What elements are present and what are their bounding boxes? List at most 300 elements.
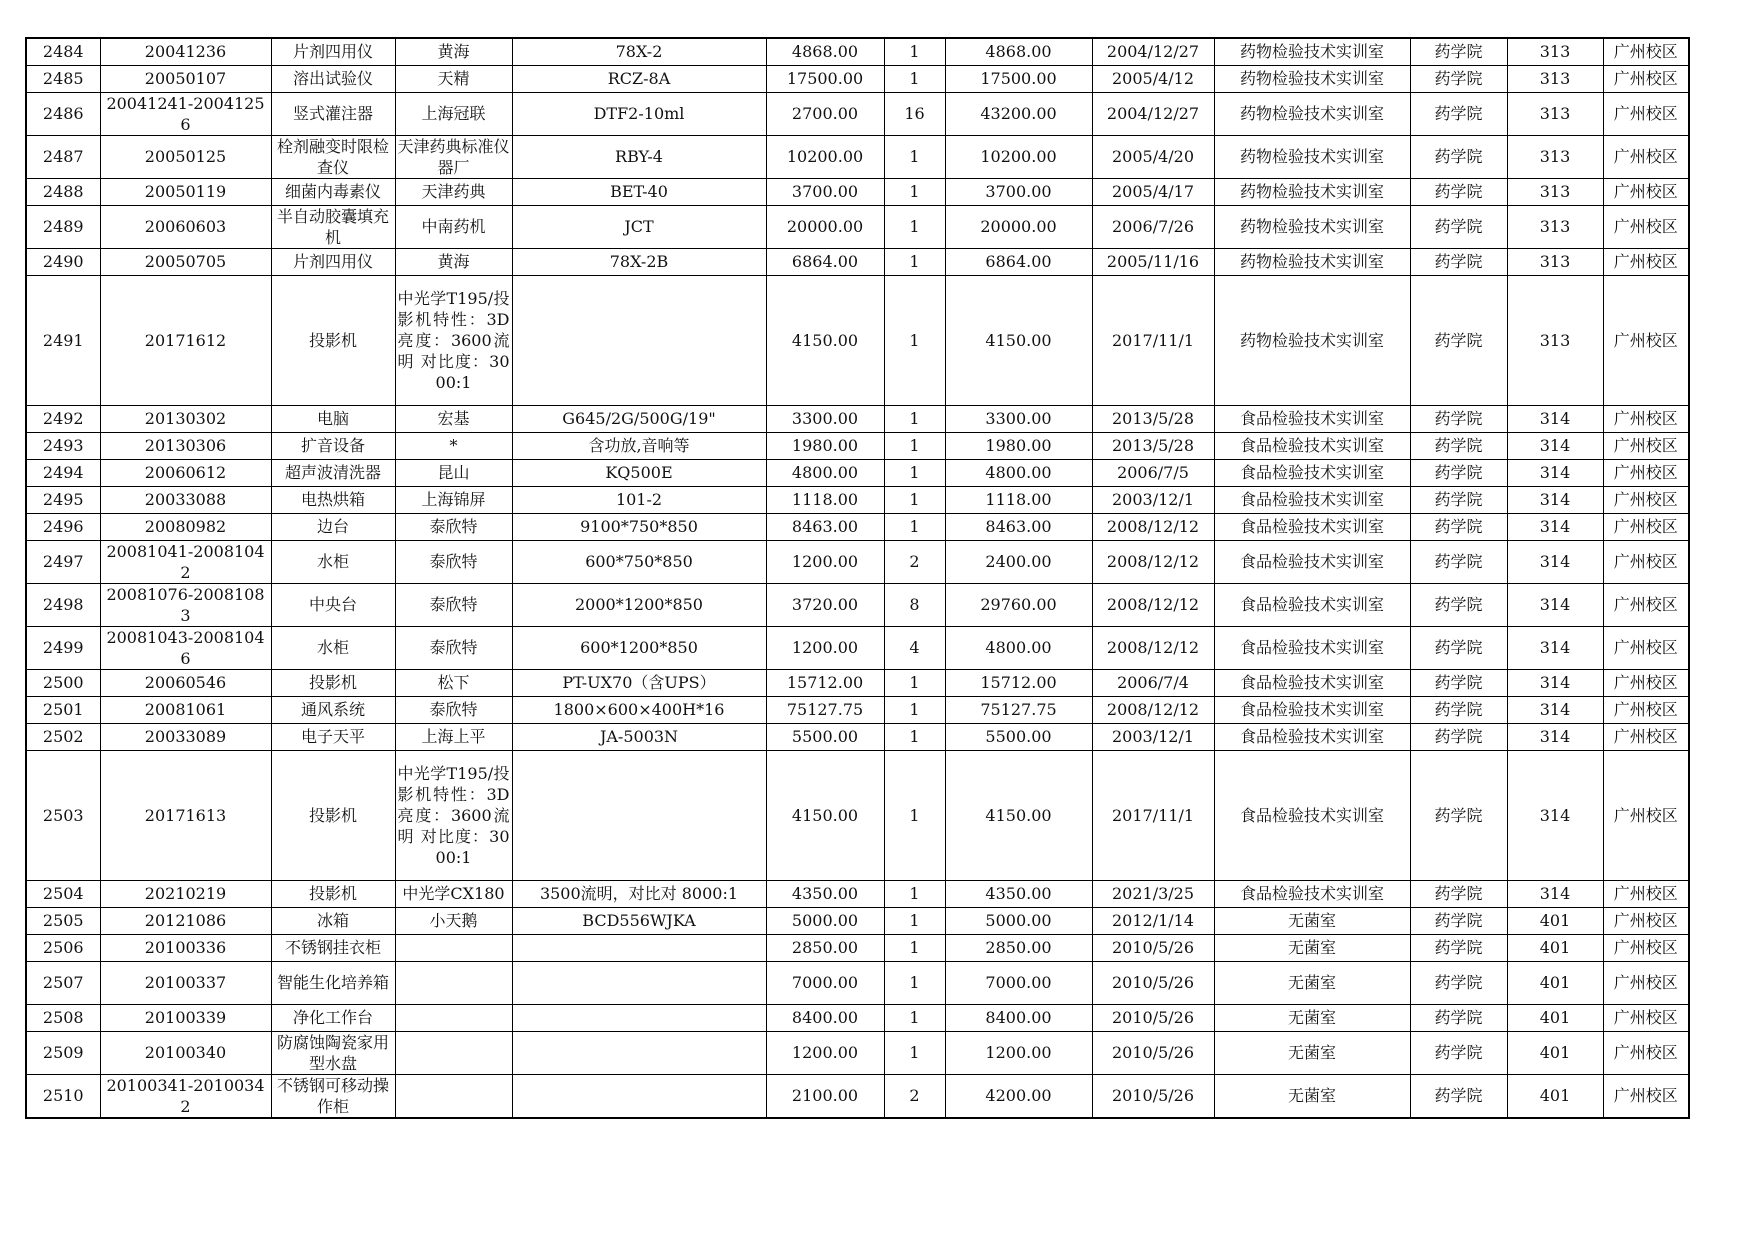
purchase-date-cell: 2013/5/28 (1092, 405, 1214, 432)
department-cell: 药学院 (1410, 669, 1507, 696)
purchase-date-cell: 2008/12/12 (1092, 696, 1214, 723)
asset-id-cell: 20171612 (100, 275, 271, 405)
asset-id-cell: 20100336 (100, 934, 271, 961)
campus-cell: 广州校区 (1603, 486, 1689, 513)
total-price-cell: 17500.00 (945, 65, 1092, 92)
campus-cell: 广州校区 (1603, 907, 1689, 934)
row-number-cell: 2495 (26, 486, 100, 513)
table-row (26, 432, 1689, 459)
department-cell: 药学院 (1410, 626, 1507, 669)
unit-price-cell: 5500.00 (766, 723, 884, 750)
lab-room-cell: 无菌室 (1214, 1031, 1410, 1074)
equipment-name-cell: 通风系统 (271, 696, 395, 723)
room-number-cell: 314 (1507, 723, 1603, 750)
quantity-cell: 1 (884, 248, 945, 275)
equipment-name-cell: 溶出试验仪 (271, 65, 395, 92)
brand-cell: 泰欣特 (395, 540, 512, 583)
purchase-date-cell: 2003/12/1 (1092, 723, 1214, 750)
purchase-date-cell: 2006/7/4 (1092, 669, 1214, 696)
total-price-cell: 2850.00 (945, 934, 1092, 961)
lab-room-cell: 药物检验技术实训室 (1214, 275, 1410, 405)
table-row (26, 486, 1689, 513)
campus-cell: 广州校区 (1603, 696, 1689, 723)
quantity-cell: 1 (884, 513, 945, 540)
lab-room-cell: 食品检验技术实训室 (1214, 669, 1410, 696)
brand-cell: 泰欣特 (395, 696, 512, 723)
model-spec-cell: 78X-2B (512, 248, 766, 275)
brand-cell (395, 1004, 512, 1031)
department-cell: 药学院 (1410, 459, 1507, 486)
purchase-date-cell: 2004/12/27 (1092, 92, 1214, 135)
equipment-name-cell: 片剂四用仪 (271, 38, 395, 65)
total-price-cell: 8463.00 (945, 513, 1092, 540)
unit-price-cell: 8463.00 (766, 513, 884, 540)
table-row (26, 696, 1689, 723)
unit-price-cell: 7000.00 (766, 961, 884, 1004)
asset-id-cell: 20100339 (100, 1004, 271, 1031)
total-price-cell: 4150.00 (945, 750, 1092, 880)
asset-id-cell: 20050125 (100, 135, 271, 178)
model-spec-cell: PT-UX70（含UPS） (512, 669, 766, 696)
room-number-cell: 401 (1507, 1074, 1603, 1118)
table-row (26, 65, 1689, 92)
row-number-cell: 2488 (26, 178, 100, 205)
asset-id-cell: 20130302 (100, 405, 271, 432)
quantity-cell: 1 (884, 432, 945, 459)
unit-price-cell: 1200.00 (766, 626, 884, 669)
lab-room-cell: 无菌室 (1214, 1004, 1410, 1031)
lab-room-cell: 药物检验技术实训室 (1214, 38, 1410, 65)
lab-room-cell: 食品检验技术实训室 (1214, 583, 1410, 626)
campus-cell: 广州校区 (1603, 1031, 1689, 1074)
room-number-cell: 314 (1507, 880, 1603, 907)
department-cell: 药学院 (1410, 750, 1507, 880)
unit-price-cell: 3300.00 (766, 405, 884, 432)
row-number-cell: 2497 (26, 540, 100, 583)
table-row (26, 540, 1689, 583)
equipment-name-cell: 水柜 (271, 540, 395, 583)
table-row (26, 880, 1689, 907)
campus-cell: 广州校区 (1603, 961, 1689, 1004)
department-cell: 药学院 (1410, 486, 1507, 513)
lab-room-cell: 无菌室 (1214, 907, 1410, 934)
unit-price-cell: 1200.00 (766, 1031, 884, 1074)
room-number-cell: 313 (1507, 205, 1603, 248)
model-spec-cell: DTF2-10ml (512, 92, 766, 135)
model-spec-cell (512, 1031, 766, 1074)
row-number-cell: 2485 (26, 65, 100, 92)
row-number-cell: 2484 (26, 38, 100, 65)
unit-price-cell: 17500.00 (766, 65, 884, 92)
brand-cell: 黄海 (395, 38, 512, 65)
quantity-cell: 1 (884, 669, 945, 696)
brand-cell (395, 961, 512, 1004)
equipment-name-cell: 冰箱 (271, 907, 395, 934)
unit-price-cell: 75127.75 (766, 696, 884, 723)
asset-id-cell: 20060603 (100, 205, 271, 248)
quantity-cell: 1 (884, 178, 945, 205)
campus-cell: 广州校区 (1603, 934, 1689, 961)
model-spec-cell: 600*1200*850 (512, 626, 766, 669)
lab-room-cell: 食品检验技术实训室 (1214, 626, 1410, 669)
total-price-cell: 43200.00 (945, 92, 1092, 135)
model-spec-cell: 600*750*850 (512, 540, 766, 583)
equipment-name-cell: 细菌内毒素仪 (271, 178, 395, 205)
model-spec-cell (512, 1004, 766, 1031)
asset-id-cell: 20100340 (100, 1031, 271, 1074)
purchase-date-cell: 2010/5/26 (1092, 934, 1214, 961)
table-row (26, 92, 1689, 135)
quantity-cell: 8 (884, 583, 945, 626)
quantity-cell: 2 (884, 1074, 945, 1118)
table-row (26, 934, 1689, 961)
equipment-name-cell: 净化工作台 (271, 1004, 395, 1031)
row-number-cell: 2486 (26, 92, 100, 135)
equipment-name-cell: 电脑 (271, 405, 395, 432)
model-spec-cell: RCZ-8A (512, 65, 766, 92)
total-price-cell: 29760.00 (945, 583, 1092, 626)
campus-cell: 广州校区 (1603, 750, 1689, 880)
table-row (26, 513, 1689, 540)
unit-price-cell: 10200.00 (766, 135, 884, 178)
row-number-cell: 2510 (26, 1074, 100, 1118)
room-number-cell: 313 (1507, 275, 1603, 405)
asset-id-cell: 20171613 (100, 750, 271, 880)
total-price-cell: 2400.00 (945, 540, 1092, 583)
quantity-cell: 16 (884, 92, 945, 135)
table-row (26, 669, 1689, 696)
purchase-date-cell: 2003/12/1 (1092, 486, 1214, 513)
campus-cell: 广州校区 (1603, 626, 1689, 669)
purchase-date-cell: 2006/7/26 (1092, 205, 1214, 248)
unit-price-cell: 4150.00 (766, 750, 884, 880)
department-cell: 药学院 (1410, 248, 1507, 275)
brand-cell: 上海上平 (395, 723, 512, 750)
department-cell: 药学院 (1410, 38, 1507, 65)
row-number-cell: 2498 (26, 583, 100, 626)
row-number-cell: 2496 (26, 513, 100, 540)
table-row (26, 723, 1689, 750)
purchase-date-cell: 2021/3/25 (1092, 880, 1214, 907)
model-spec-cell: KQ500E (512, 459, 766, 486)
department-cell: 药学院 (1410, 1031, 1507, 1074)
model-spec-cell: 9100*750*850 (512, 513, 766, 540)
row-number-cell: 2509 (26, 1031, 100, 1074)
quantity-cell: 2 (884, 540, 945, 583)
quantity-cell: 1 (884, 486, 945, 513)
unit-price-cell: 1118.00 (766, 486, 884, 513)
department-cell: 药学院 (1410, 205, 1507, 248)
model-spec-cell (512, 934, 766, 961)
total-price-cell: 8400.00 (945, 1004, 1092, 1031)
table-row (26, 961, 1689, 1004)
row-number-cell: 2499 (26, 626, 100, 669)
campus-cell: 广州校区 (1603, 432, 1689, 459)
asset-id-cell: 20081061 (100, 696, 271, 723)
unit-price-cell: 2850.00 (766, 934, 884, 961)
purchase-date-cell: 2017/11/1 (1092, 275, 1214, 405)
department-cell: 药学院 (1410, 961, 1507, 1004)
table-row (26, 38, 1689, 65)
lab-room-cell: 食品检验技术实训室 (1214, 540, 1410, 583)
brand-cell: 中南药机 (395, 205, 512, 248)
campus-cell: 广州校区 (1603, 1074, 1689, 1118)
lab-room-cell: 无菌室 (1214, 1074, 1410, 1118)
row-number-cell: 2503 (26, 750, 100, 880)
quantity-cell: 1 (884, 459, 945, 486)
model-spec-cell: 78X-2 (512, 38, 766, 65)
equipment-name-cell: 投影机 (271, 669, 395, 696)
brand-cell: 上海锦屏 (395, 486, 512, 513)
row-number-cell: 2489 (26, 205, 100, 248)
total-price-cell: 1980.00 (945, 432, 1092, 459)
room-number-cell: 401 (1507, 1031, 1603, 1074)
table-row (26, 405, 1689, 432)
equipment-name-cell: 水柜 (271, 626, 395, 669)
equipment-name-cell: 电热烘箱 (271, 486, 395, 513)
table-row (26, 1031, 1689, 1074)
room-number-cell: 314 (1507, 486, 1603, 513)
brand-cell: 天津药典 (395, 178, 512, 205)
purchase-date-cell: 2012/1/14 (1092, 907, 1214, 934)
asset-id-cell: 20121086 (100, 907, 271, 934)
asset-id-cell: 20080982 (100, 513, 271, 540)
equipment-name-cell: 片剂四用仪 (271, 248, 395, 275)
asset-id-cell: 20100341-20100342 (100, 1074, 271, 1118)
total-price-cell: 5500.00 (945, 723, 1092, 750)
equipment-name-cell: 不锈钢挂衣柜 (271, 934, 395, 961)
department-cell: 药学院 (1410, 880, 1507, 907)
equipment-name-cell: 扩音设备 (271, 432, 395, 459)
brand-cell: 上海冠联 (395, 92, 512, 135)
unit-price-cell: 2700.00 (766, 92, 884, 135)
asset-id-cell: 20041236 (100, 38, 271, 65)
brand-cell: 松下 (395, 669, 512, 696)
unit-price-cell: 6864.00 (766, 248, 884, 275)
department-cell: 药学院 (1410, 934, 1507, 961)
asset-id-cell: 20100337 (100, 961, 271, 1004)
model-spec-cell: 含功放,音响等 (512, 432, 766, 459)
total-price-cell: 4868.00 (945, 38, 1092, 65)
unit-price-cell: 1980.00 (766, 432, 884, 459)
lab-room-cell: 食品检验技术实训室 (1214, 696, 1410, 723)
model-spec-cell: BET-40 (512, 178, 766, 205)
quantity-cell: 1 (884, 205, 945, 248)
brand-cell (395, 934, 512, 961)
unit-price-cell: 1200.00 (766, 540, 884, 583)
row-number-cell: 2502 (26, 723, 100, 750)
equipment-name-cell: 投影机 (271, 275, 395, 405)
campus-cell: 广州校区 (1603, 723, 1689, 750)
room-number-cell: 313 (1507, 65, 1603, 92)
room-number-cell: 314 (1507, 669, 1603, 696)
brand-cell: 天精 (395, 65, 512, 92)
campus-cell: 广州校区 (1603, 248, 1689, 275)
purchase-date-cell: 2017/11/1 (1092, 750, 1214, 880)
total-price-cell: 4800.00 (945, 459, 1092, 486)
unit-price-cell: 4800.00 (766, 459, 884, 486)
lab-room-cell: 药物检验技术实训室 (1214, 178, 1410, 205)
asset-id-cell: 20033088 (100, 486, 271, 513)
equipment-name-cell: 中央台 (271, 583, 395, 626)
model-spec-cell: RBY-4 (512, 135, 766, 178)
total-price-cell: 15712.00 (945, 669, 1092, 696)
quantity-cell: 1 (884, 696, 945, 723)
unit-price-cell: 8400.00 (766, 1004, 884, 1031)
row-number-cell: 2494 (26, 459, 100, 486)
campus-cell: 广州校区 (1603, 1004, 1689, 1031)
room-number-cell: 314 (1507, 583, 1603, 626)
lab-room-cell: 食品检验技术实训室 (1214, 459, 1410, 486)
unit-price-cell: 4868.00 (766, 38, 884, 65)
lab-room-cell: 食品检验技术实训室 (1214, 405, 1410, 432)
lab-room-cell: 药物检验技术实训室 (1214, 92, 1410, 135)
lab-room-cell: 药物检验技术实训室 (1214, 135, 1410, 178)
campus-cell: 广州校区 (1603, 405, 1689, 432)
campus-cell: 广州校区 (1603, 135, 1689, 178)
model-spec-cell: 3500流明，对比对 8000:1 (512, 880, 766, 907)
model-spec-cell: JCT (512, 205, 766, 248)
unit-price-cell: 3700.00 (766, 178, 884, 205)
room-number-cell: 313 (1507, 92, 1603, 135)
department-cell: 药学院 (1410, 275, 1507, 405)
row-number-cell: 2507 (26, 961, 100, 1004)
room-number-cell: 314 (1507, 513, 1603, 540)
room-number-cell: 401 (1507, 934, 1603, 961)
unit-price-cell: 4350.00 (766, 880, 884, 907)
row-number-cell: 2491 (26, 275, 100, 405)
department-cell: 药学院 (1410, 65, 1507, 92)
model-spec-cell: 101-2 (512, 486, 766, 513)
table-row (26, 1074, 1689, 1118)
brand-cell: 昆山 (395, 459, 512, 486)
table-row (26, 583, 1689, 626)
total-price-cell: 1118.00 (945, 486, 1092, 513)
brand-cell: 宏基 (395, 405, 512, 432)
equipment-name-cell: 投影机 (271, 880, 395, 907)
brand-cell (395, 1031, 512, 1074)
equipment-name-cell: 电子天平 (271, 723, 395, 750)
room-number-cell: 314 (1507, 750, 1603, 880)
quantity-cell: 1 (884, 38, 945, 65)
brand-cell: 中光学T195/投影机特性：3D 亮度：3600流明 对比度：3000:1 (395, 750, 512, 880)
brand-cell: 小天鹅 (395, 907, 512, 934)
equipment-table (25, 37, 1690, 1119)
department-cell: 药学院 (1410, 907, 1507, 934)
brand-cell: 黄海 (395, 248, 512, 275)
department-cell: 药学院 (1410, 696, 1507, 723)
room-number-cell: 314 (1507, 405, 1603, 432)
table-row (26, 626, 1689, 669)
campus-cell: 广州校区 (1603, 513, 1689, 540)
campus-cell: 广州校区 (1603, 880, 1689, 907)
table-row (26, 205, 1689, 248)
table-row (26, 135, 1689, 178)
row-number-cell: 2487 (26, 135, 100, 178)
asset-id-cell: 20210219 (100, 880, 271, 907)
purchase-date-cell: 2005/4/20 (1092, 135, 1214, 178)
equipment-name-cell: 栓剂融变时限检查仪 (271, 135, 395, 178)
model-spec-cell: 2000*1200*850 (512, 583, 766, 626)
lab-room-cell: 食品检验技术实训室 (1214, 486, 1410, 513)
room-number-cell: 313 (1507, 248, 1603, 275)
model-spec-cell (512, 275, 766, 405)
row-number-cell: 2492 (26, 405, 100, 432)
purchase-date-cell: 2005/11/16 (1092, 248, 1214, 275)
department-cell: 药学院 (1410, 405, 1507, 432)
total-price-cell: 1200.00 (945, 1031, 1092, 1074)
brand-cell: 中光学T195/投影机特性：3D 亮度：3600流明 对比度：3000:1 (395, 275, 512, 405)
model-spec-cell: JA-5003N (512, 723, 766, 750)
total-price-cell: 75127.75 (945, 696, 1092, 723)
campus-cell: 广州校区 (1603, 65, 1689, 92)
unit-price-cell: 2100.00 (766, 1074, 884, 1118)
purchase-date-cell: 2010/5/26 (1092, 1074, 1214, 1118)
quantity-cell: 1 (884, 275, 945, 405)
asset-id-cell: 20081041-20081042 (100, 540, 271, 583)
purchase-date-cell: 2005/4/12 (1092, 65, 1214, 92)
campus-cell: 广州校区 (1603, 205, 1689, 248)
room-number-cell: 314 (1507, 459, 1603, 486)
total-price-cell: 20000.00 (945, 205, 1092, 248)
total-price-cell: 4150.00 (945, 275, 1092, 405)
quantity-cell: 1 (884, 1031, 945, 1074)
department-cell: 药学院 (1410, 135, 1507, 178)
row-number-cell: 2506 (26, 934, 100, 961)
lab-room-cell: 药物检验技术实训室 (1214, 205, 1410, 248)
equipment-name-cell: 投影机 (271, 750, 395, 880)
unit-price-cell: 5000.00 (766, 907, 884, 934)
quantity-cell: 1 (884, 934, 945, 961)
lab-room-cell: 无菌室 (1214, 934, 1410, 961)
total-price-cell: 4800.00 (945, 626, 1092, 669)
department-cell: 药学院 (1410, 178, 1507, 205)
asset-id-cell: 20081043-20081046 (100, 626, 271, 669)
quantity-cell: 1 (884, 723, 945, 750)
quantity-cell: 1 (884, 135, 945, 178)
brand-cell: 泰欣特 (395, 583, 512, 626)
purchase-date-cell: 2008/12/12 (1092, 540, 1214, 583)
purchase-date-cell: 2010/5/26 (1092, 961, 1214, 1004)
lab-room-cell: 食品检验技术实训室 (1214, 750, 1410, 880)
lab-room-cell: 食品检验技术实训室 (1214, 723, 1410, 750)
table-row (26, 750, 1689, 880)
model-spec-cell (512, 961, 766, 1004)
department-cell: 药学院 (1410, 540, 1507, 583)
purchase-date-cell: 2008/12/12 (1092, 513, 1214, 540)
row-number-cell: 2508 (26, 1004, 100, 1031)
table-body (26, 38, 1689, 1118)
department-cell: 药学院 (1410, 432, 1507, 459)
total-price-cell: 4200.00 (945, 1074, 1092, 1118)
equipment-name-cell: 不锈钢可移动操作柜 (271, 1074, 395, 1118)
room-number-cell: 313 (1507, 178, 1603, 205)
model-spec-cell: BCD556WJKA (512, 907, 766, 934)
lab-room-cell: 食品检验技术实训室 (1214, 432, 1410, 459)
department-cell: 药学院 (1410, 513, 1507, 540)
model-spec-cell (512, 1074, 766, 1118)
total-price-cell: 10200.00 (945, 135, 1092, 178)
equipment-name-cell: 半自动胶囊填充机 (271, 205, 395, 248)
purchase-date-cell: 2004/12/27 (1092, 38, 1214, 65)
asset-id-cell: 20060546 (100, 669, 271, 696)
room-number-cell: 401 (1507, 1004, 1603, 1031)
total-price-cell: 4350.00 (945, 880, 1092, 907)
equipment-name-cell: 边台 (271, 513, 395, 540)
brand-cell: * (395, 432, 512, 459)
table-row (26, 248, 1689, 275)
asset-id-cell: 20050705 (100, 248, 271, 275)
